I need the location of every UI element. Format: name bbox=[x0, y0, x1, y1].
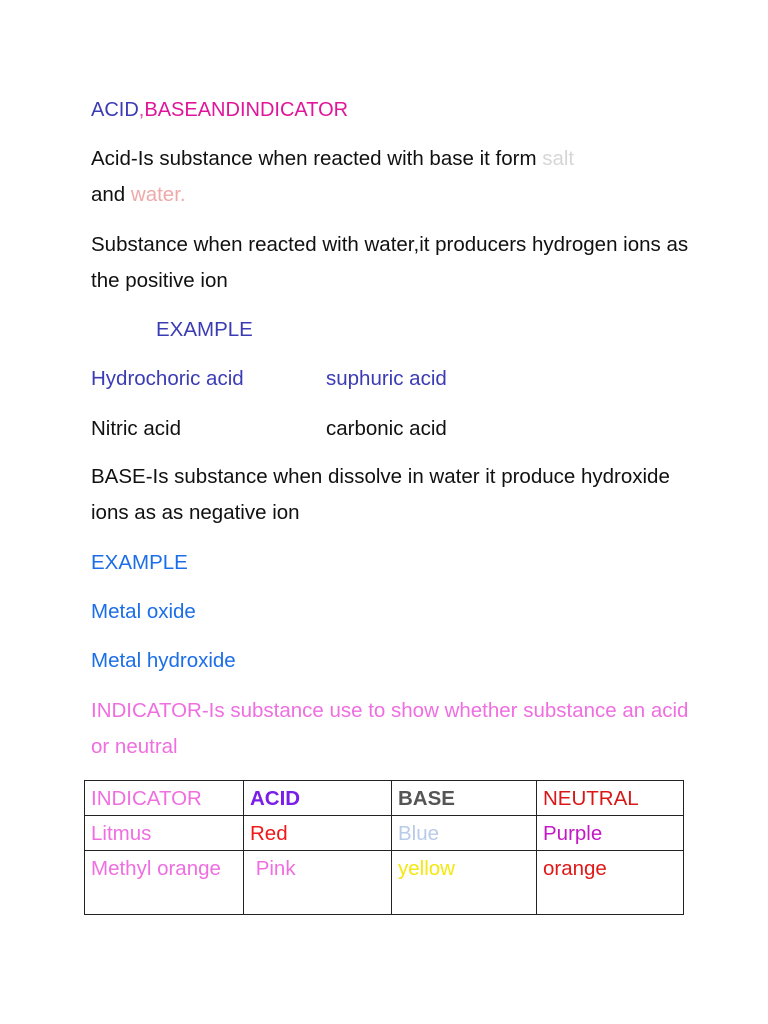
table-cell: Methyl orange bbox=[85, 851, 244, 915]
and-word: and bbox=[91, 183, 131, 206]
table-cell: yellow bbox=[392, 851, 537, 915]
acid-example-row-2 bbox=[91, 411, 447, 447]
acid-definition bbox=[91, 141, 711, 213]
base-definition: BASE-Is substance when dissolve in water it produce hydroxide ions as as negative ion bbox=[91, 465, 670, 524]
base-example-item: Metal oxide bbox=[91, 600, 196, 623]
table-row bbox=[85, 816, 684, 851]
acid-example-item: Nitric acid bbox=[91, 417, 181, 440]
table-cell: orange bbox=[537, 851, 684, 915]
title-base-and-indicator: BASEANDINDICATOR bbox=[144, 99, 349, 121]
acid-example-item: suphuric acid bbox=[326, 367, 447, 390]
table-header-row bbox=[85, 781, 684, 816]
acid-example-item: Hydrochoric acid bbox=[91, 367, 244, 390]
title-acid: ACID bbox=[91, 99, 139, 121]
indicator-table bbox=[84, 780, 684, 915]
acid-definition-2: Substance when reacted with water,it producers hydrogen ions as the positive ion bbox=[91, 233, 689, 292]
table-cell: Red bbox=[244, 816, 392, 851]
acid-example-row-1 bbox=[91, 361, 447, 397]
header-cell: ACID bbox=[244, 781, 392, 816]
page-title bbox=[91, 94, 711, 126]
table-cell: Blue bbox=[392, 816, 537, 851]
title-comma: , bbox=[138, 99, 145, 121]
base-example-item: Metal hydroxide bbox=[91, 649, 236, 672]
base-example-heading: EXAMPLE bbox=[91, 551, 188, 574]
salt-word: salt bbox=[542, 147, 575, 170]
header-cell: BASE bbox=[392, 781, 537, 816]
header-cell: INDICATOR bbox=[85, 781, 244, 816]
table-cell: Litmus bbox=[85, 816, 244, 851]
acid-example-heading: EXAMPLE bbox=[156, 318, 253, 341]
table-cell: Pink bbox=[244, 851, 392, 915]
water-word: water. bbox=[130, 183, 186, 206]
table-row bbox=[85, 851, 684, 915]
acid-example-item: carbonic acid bbox=[326, 417, 447, 440]
header-cell: NEUTRAL bbox=[537, 781, 684, 816]
acid-definition-text: Acid-Is substance when reacted with base it form bbox=[91, 147, 543, 170]
indicator-definition: INDICATOR-Is substance use to show whether substance an acid or neutral bbox=[91, 699, 689, 758]
table-cell: Purple bbox=[537, 816, 684, 851]
